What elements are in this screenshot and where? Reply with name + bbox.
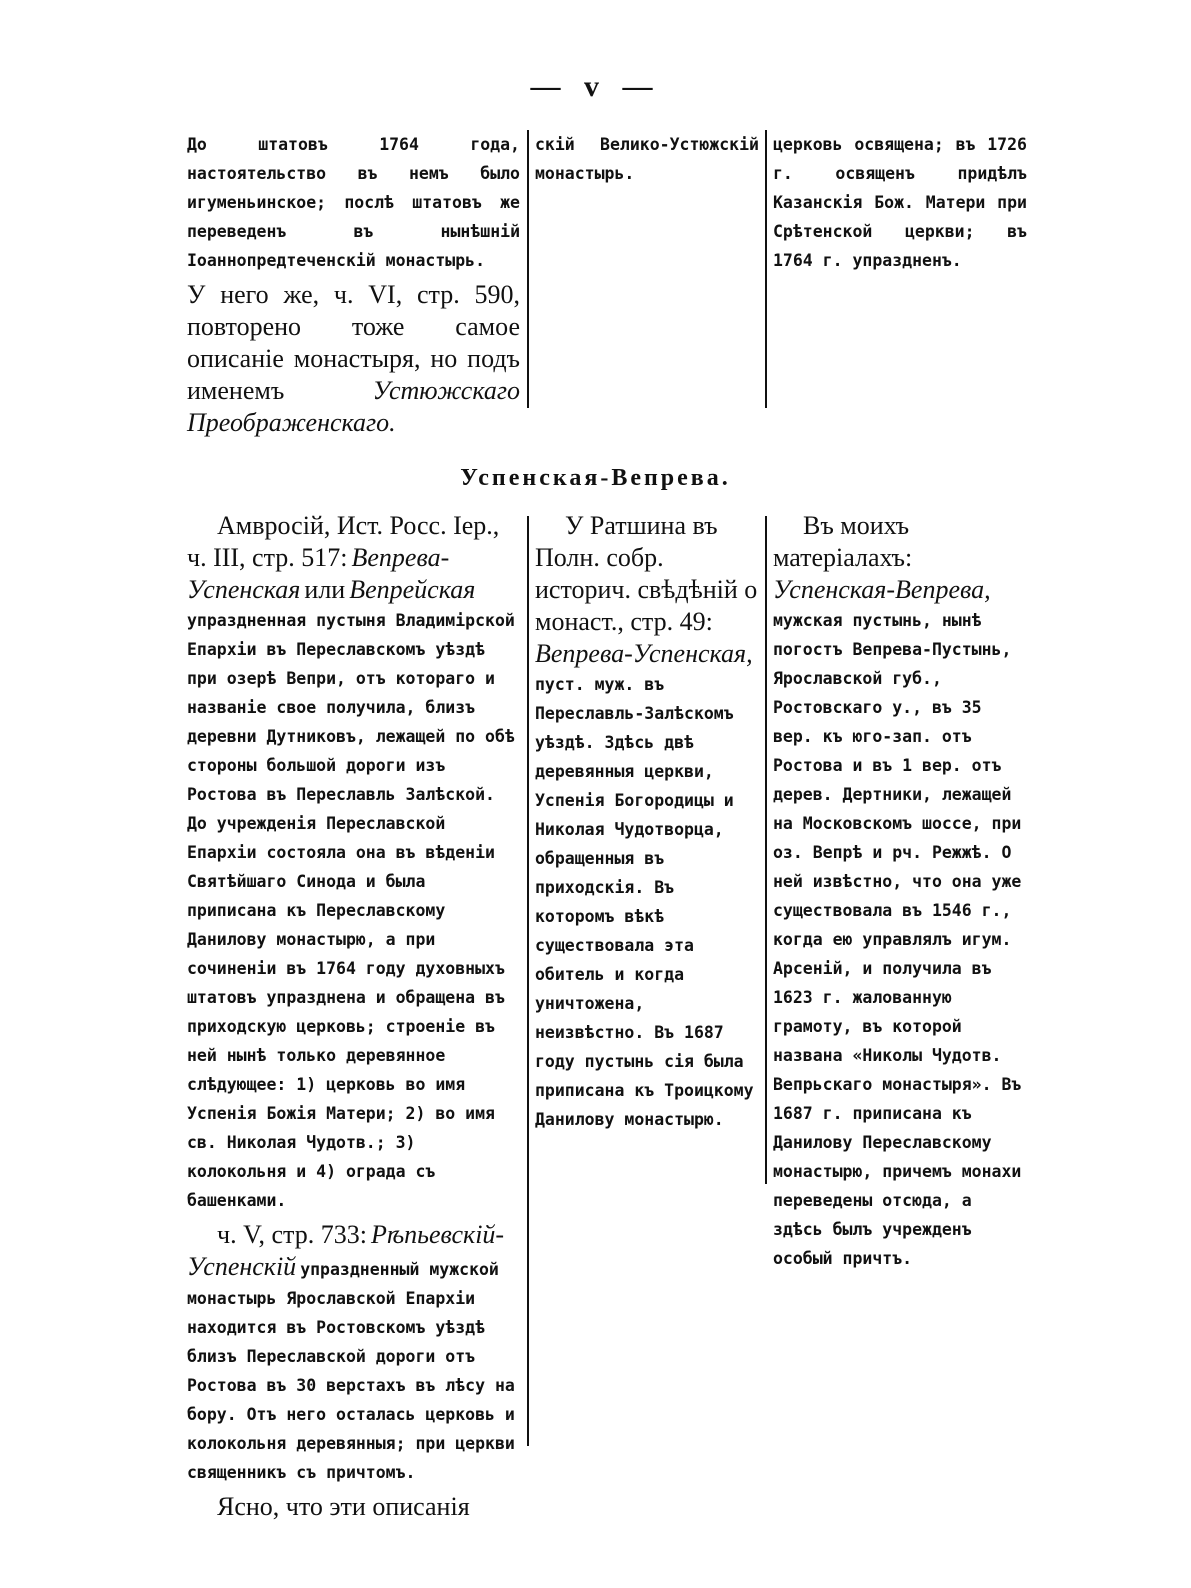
section-col3-italic: Успенская-Вепрева, bbox=[773, 575, 991, 604]
top-col3-text-1: церковь освящена; въ 1726 г. освященъ придѣлъ Казанскія Бож. Матери при Срѣтенской церкви; въ 1764 г. упраздненъ. bbox=[773, 135, 1027, 270]
section-column-1 bbox=[187, 510, 520, 1527]
section-col1-italic-2: Вепрейская bbox=[349, 575, 476, 604]
top-col1-italic-title: Устюжскаго Преображенскаго. bbox=[187, 376, 520, 437]
section-col1-lead-2: ч. V, стр. 733: bbox=[217, 1220, 367, 1249]
section-col2-italic: Вепрева-Успенская, bbox=[535, 639, 753, 668]
section-col1-italic-1: Вепрева-Успенская bbox=[187, 543, 450, 604]
column-rule bbox=[765, 516, 767, 1184]
section-col1-lead-1: Амвросій, Ист. Росс. Іер., ч. III, стр. 517: bbox=[187, 511, 500, 572]
section-col1-paragraph-2 bbox=[187, 1219, 520, 1487]
section-col1-paragraph-3 bbox=[187, 1491, 520, 1523]
column-rule bbox=[527, 516, 529, 1446]
section-heading: Успенская-Вепрева. bbox=[460, 465, 731, 491]
section-col2-body: пуст. муж. въ Переславль-Залѣскомъ уѣздѣ. Здѣсь двѣ деревянныя церкви, Успенія Богородицы и Николая Чудотворца, обращенныя въ приходскія. Въ которомъ вѣкѣ существовала эта обитель и когда уничтожена, неизвѣстно. Въ 1687 году пустынь сія была приписана къ Троицкому Данилову монастырю. bbox=[535, 675, 754, 1129]
section-col3-lead: Въ моихъ матеріалахъ: bbox=[773, 511, 913, 572]
section-col1-paragraph-1 bbox=[187, 510, 520, 1215]
page-number: — v — bbox=[530, 70, 661, 103]
top-col1-text-1: До штатовъ 1764 года, настоятельство въ немъ было игуменьинское; послѣ штатовъ же переведенъ въ нынѣшній Іоаннопредтеченскій монастырь. bbox=[187, 135, 520, 270]
section-col1-connector: или bbox=[304, 575, 346, 604]
top-col1-paragraph-1 bbox=[187, 130, 520, 275]
section-col2-lead: У Ратшина въ Полн. собр. историч. свѣдѣній о монаст., стр. 49: bbox=[535, 511, 758, 636]
top-column-1 bbox=[187, 130, 520, 443]
section-column-2 bbox=[535, 510, 759, 1138]
section-col3-paragraph-1 bbox=[773, 510, 1027, 1273]
section-column-3 bbox=[773, 510, 1027, 1277]
top-col3-paragraph-1 bbox=[773, 130, 1027, 275]
top-col2-text-1: скій Велико-Устюжскій монастырь. bbox=[535, 135, 759, 183]
section-col3-body: мужская пустынь, нынѣ погостъ Вепрева-Пустынь, Ярославской губ., Ростовскаго у., въ 35 вер. къ юго-зап. отъ Ростова и въ 1 вер. отъ дерев. Дертники, лежащей на Московскомъ шоссе, при оз. Вепрѣ и рч. Режжѣ. О ней извѣстно, что она уже существовала въ 1546 г., когда ею управлялъ игум. Арсеній, и получила въ 1623 г. жалованную грамоту, въ которой названа «Николы Чудотв. Вепрьскаго монастыря». Въ 1687 г. приписана къ Данилову Переславскому монастырю, причемъ монахи переведены отсюда, а здѣсь былъ учрежденъ особый причтъ. bbox=[773, 611, 1022, 1268]
top-column-2 bbox=[535, 130, 759, 192]
top-col1-text-2: У него же, ч. VI, стр. 590, повторено тоже самое описаніе монастыря, но подъ именемъ bbox=[187, 280, 520, 405]
column-rule bbox=[765, 130, 767, 408]
section-col2-paragraph-1 bbox=[535, 510, 759, 1134]
section-col1-italic-3: Рѣпьевскій-Успенскій bbox=[187, 1220, 505, 1281]
top-column-3 bbox=[773, 130, 1027, 279]
top-col2-paragraph-1 bbox=[535, 130, 759, 188]
section-col1-body-1: упраздненная пустыня Владимірской Епархіи въ Переславскомъ уѣздѣ при озерѣ Вепри, отъ котораго и названіе свое получила, близъ деревни Дутниковъ, лежащей по обѣ стороны большой дороги изъ Ростова въ Переславль Залѣской. До учрежденія Переславской Епархіи состояла она въ вѣденіи Святѣйшаго Синода и была приписана къ Переславскому Данилову монастырю, а при сочиненіи въ 1764 году духовныхъ штатовъ упразднена и обращена въ приходскую церковь; строеніе въ ней нынѣ только деревянное слѣдующее: 1) церковь во имя Успенія Божія Матери; 2) во имя св. Николая Чудотв.; 3) колокольня и 4) ограда съ башенками. bbox=[187, 611, 515, 1210]
column-rule bbox=[527, 130, 529, 408]
top-col1-paragraph-2 bbox=[187, 279, 520, 439]
section-col1-text-3: Ясно, что эти описанія bbox=[217, 1492, 470, 1521]
section-col1-body-2: упраздненный мужской монастырь Ярославской Епархіи находится въ Ростовскомъ уѣздѣ близъ Переславской дороги отъ Ростова въ 30 верстахъ въ лѣсу на бору. Отъ него осталась церковь и колокольня деревянныя; при церкви священникъ съ причтомъ. bbox=[187, 1260, 515, 1482]
